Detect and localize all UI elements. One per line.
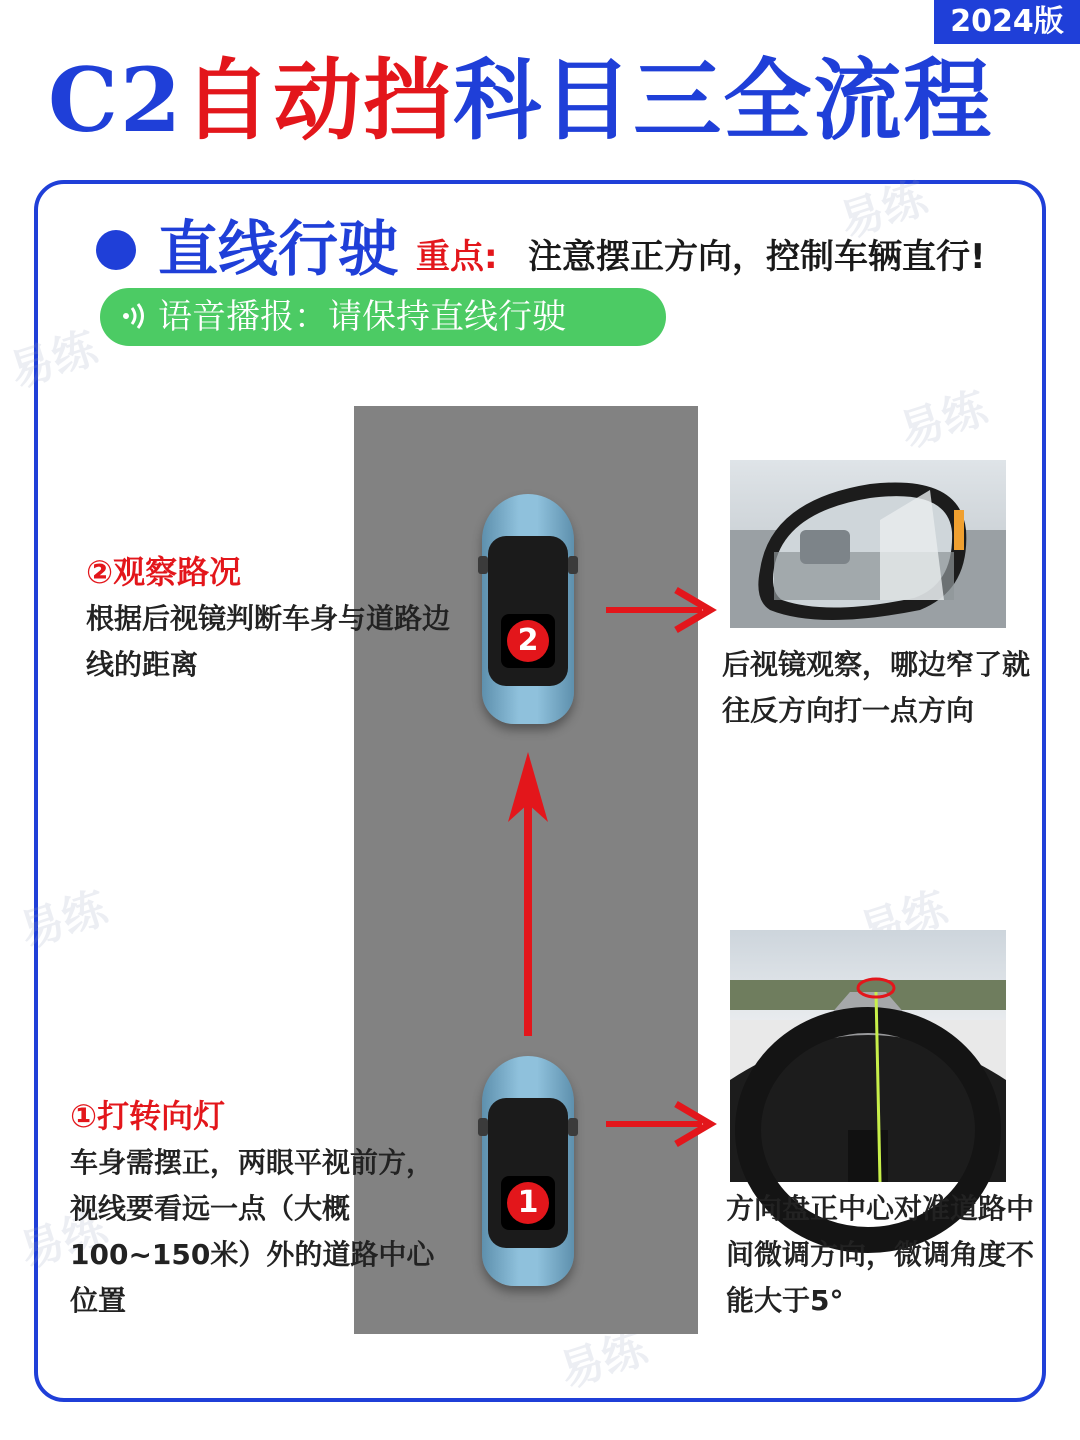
side-mirror-photo (730, 460, 1006, 628)
up-arrow-icon (504, 752, 552, 1036)
title-auto: 自动挡 (183, 49, 454, 152)
page-title (48, 50, 1048, 150)
key-point-label: 重点: (416, 237, 498, 277)
watermark: 易练 (13, 882, 114, 959)
step-1-title: ①打转向灯 (70, 1097, 226, 1135)
bullet-dot (96, 230, 136, 270)
car-step-2 (478, 494, 578, 724)
car-body (482, 494, 574, 724)
voice-broadcast-text: 语音播报：请保持直线行驶 (158, 297, 566, 337)
step-2-note: 后视镜观察，哪边窄了就往反方向打一点方向 (722, 648, 1031, 727)
title-process: 科目三全流程 (453, 49, 994, 152)
watermark: 易练 (893, 382, 994, 459)
right-arrow-icon (606, 586, 718, 634)
watermark: 易练 (833, 172, 934, 249)
sound-wave-icon (118, 288, 158, 346)
key-point-text: 注意摆正方向，控制车辆直行! (528, 237, 986, 277)
step-number-badge: 1 (501, 1176, 555, 1230)
watermark: 易练 (853, 882, 954, 959)
car-mirror (568, 1118, 578, 1136)
step-1-text: 车身需摆正，两眼平视前方，视线要看远一点（大概100~150米）外的道路中心位置 (70, 1146, 435, 1317)
car-step-1 (478, 1056, 578, 1286)
voice-broadcast-pill (100, 288, 666, 346)
right-arrow-icon (606, 1100, 718, 1148)
steering-wheel-photo (730, 930, 1006, 1182)
car-body (482, 1056, 574, 1286)
step-2-title: ②观察路况 (86, 553, 242, 591)
year-badge: 2024版 (934, 0, 1080, 44)
section-title: 直线行驶 (158, 215, 398, 285)
content-card (3, 172, 1046, 1402)
watermark: 易练 (13, 1202, 114, 1279)
car-mirror (478, 556, 488, 574)
step-1-note: 方向盘正中心对准道路中间微调方向，微调角度不能大于5° (726, 1192, 1035, 1317)
step-2-text: 根据后视镜判断车身与道路边线的距离 (86, 602, 451, 681)
car-mirror (478, 1118, 488, 1136)
title-c2: C2 (48, 48, 184, 152)
step-number-badge: 2 (501, 614, 555, 668)
car-mirror (568, 556, 578, 574)
watermark: 易练 (3, 322, 104, 399)
watermark: 易练 (553, 1322, 654, 1399)
